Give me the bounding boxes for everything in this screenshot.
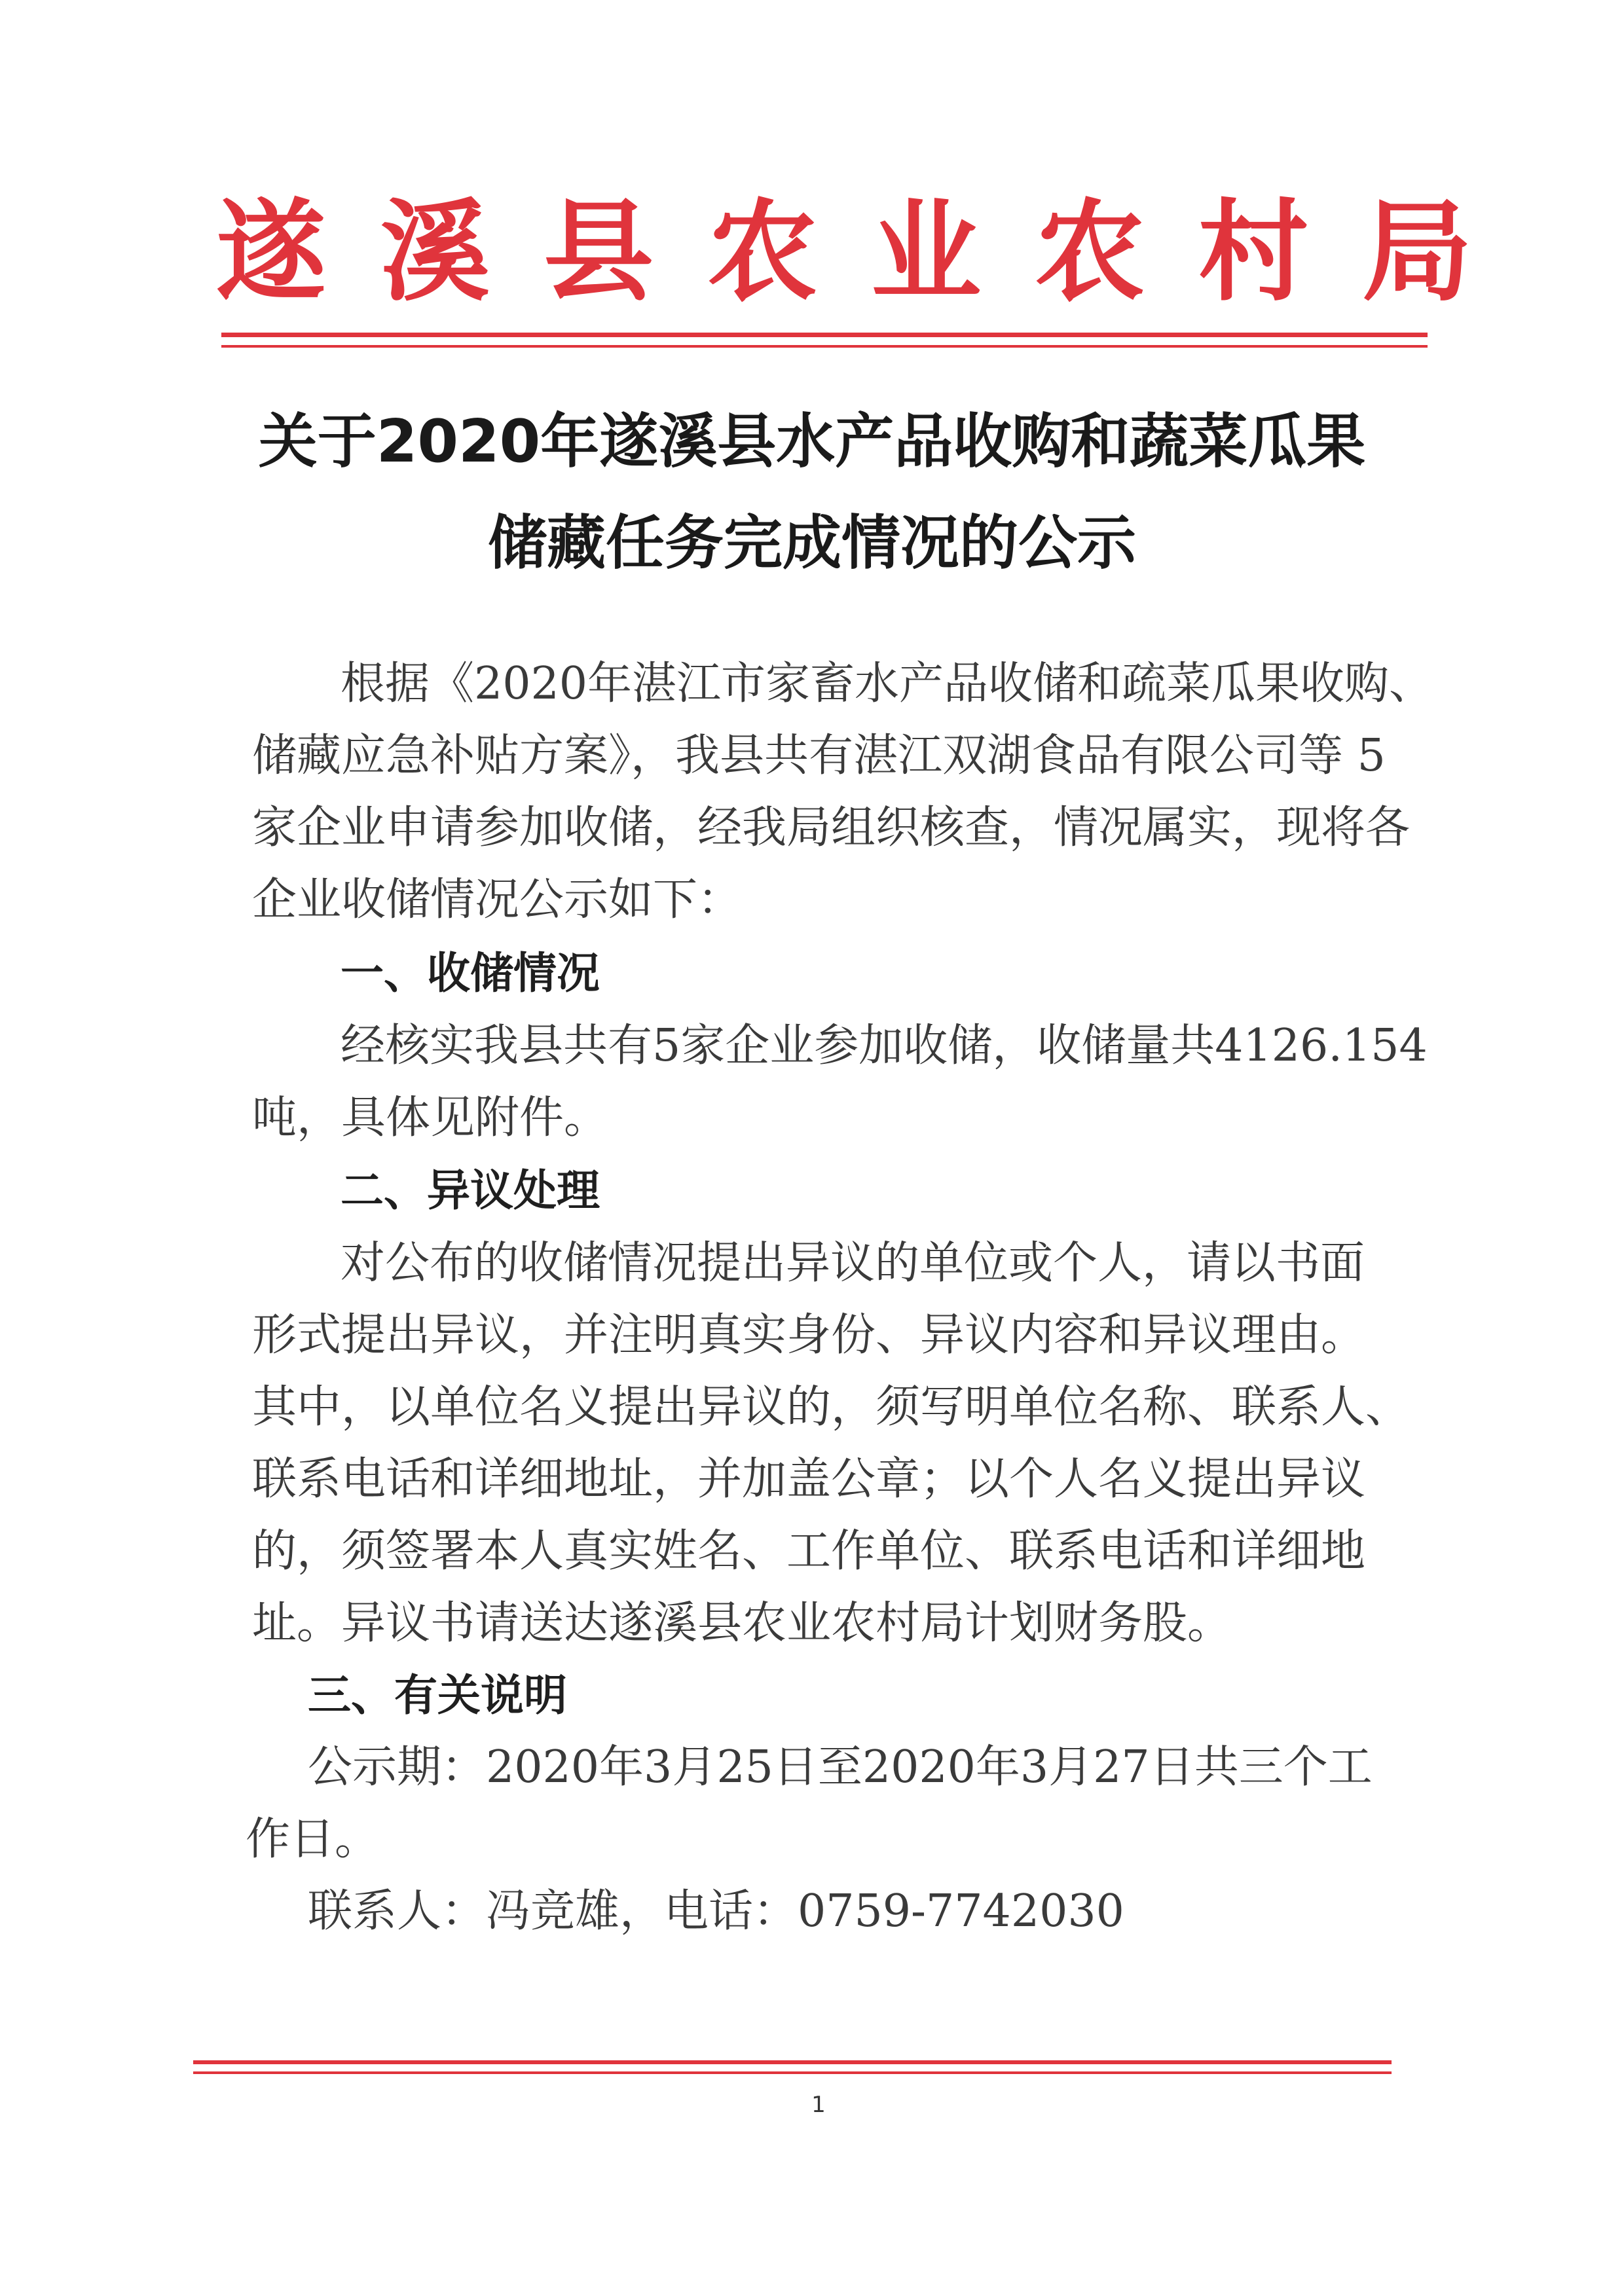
intro-line: 根据《2020年湛江市家畜水产品收储和疏菜瓜果收购、 [341, 658, 1434, 710]
section-line: 对公布的收储情况提出异议的单位或个人，请以书面 [341, 1237, 1365, 1289]
section-line: 其中，以单位名义提出异议的，须写明单位名称、联系人、 [252, 1381, 1411, 1433]
section-line: 的，须签署本人真实姓名、工作单位、联系电话和详细地 [252, 1525, 1366, 1577]
section-heading: 二、异议处理 [341, 1165, 600, 1216]
footer-rule-thin [193, 2071, 1392, 2074]
document-title-line-1: 关于2020年遂溪县水产品收购和蔬菜瓜果 [258, 407, 1366, 476]
section-line: 址。异议书请送达遂溪县农业农村局计划财务股。 [252, 1597, 1232, 1649]
contact-line: 联系人：冯竞雄，电话：0759-7742030 [308, 1886, 1124, 1937]
page-number: 1 [811, 2092, 826, 2118]
intro-line: 家企业申请参加收储，经我局组织核查，情况属实，现将各 [252, 802, 1411, 854]
section-line: 公示期：2020年3月25日至2020年3月27日共三个工 [308, 1741, 1373, 1793]
section-line: 吨，具体见附件。 [252, 1092, 609, 1144]
masthead-title: 遂溪县农业农村局 [216, 188, 1526, 316]
document-title-line-2: 储藏任务完成情况的公示 [488, 509, 1136, 577]
intro-line: 储藏应急补贴方案》，我县共有湛江双湖食品有限公司等 5 [252, 730, 1386, 782]
footer-rule-thick [193, 2060, 1392, 2064]
section-line: 形式提出异议，并注明真实身份、异议内容和异议理由。 [252, 1309, 1366, 1361]
section-heading: 一、收储情况 [341, 948, 600, 998]
section-heading: 三、有关说明 [308, 1670, 567, 1721]
section-line: 联系电话和详细地址，并加盖公章；以个人名义提出异议 [252, 1453, 1366, 1505]
section-line: 经核实我县共有5家企业参加收储，收储量共4126.154 [341, 1020, 1428, 1072]
masthead-rule-thick [221, 333, 1428, 337]
masthead-rule-thin [221, 345, 1428, 348]
intro-line: 企业收储情况公示如下： [252, 874, 743, 926]
section-line: 作日。 [246, 1813, 380, 1865]
